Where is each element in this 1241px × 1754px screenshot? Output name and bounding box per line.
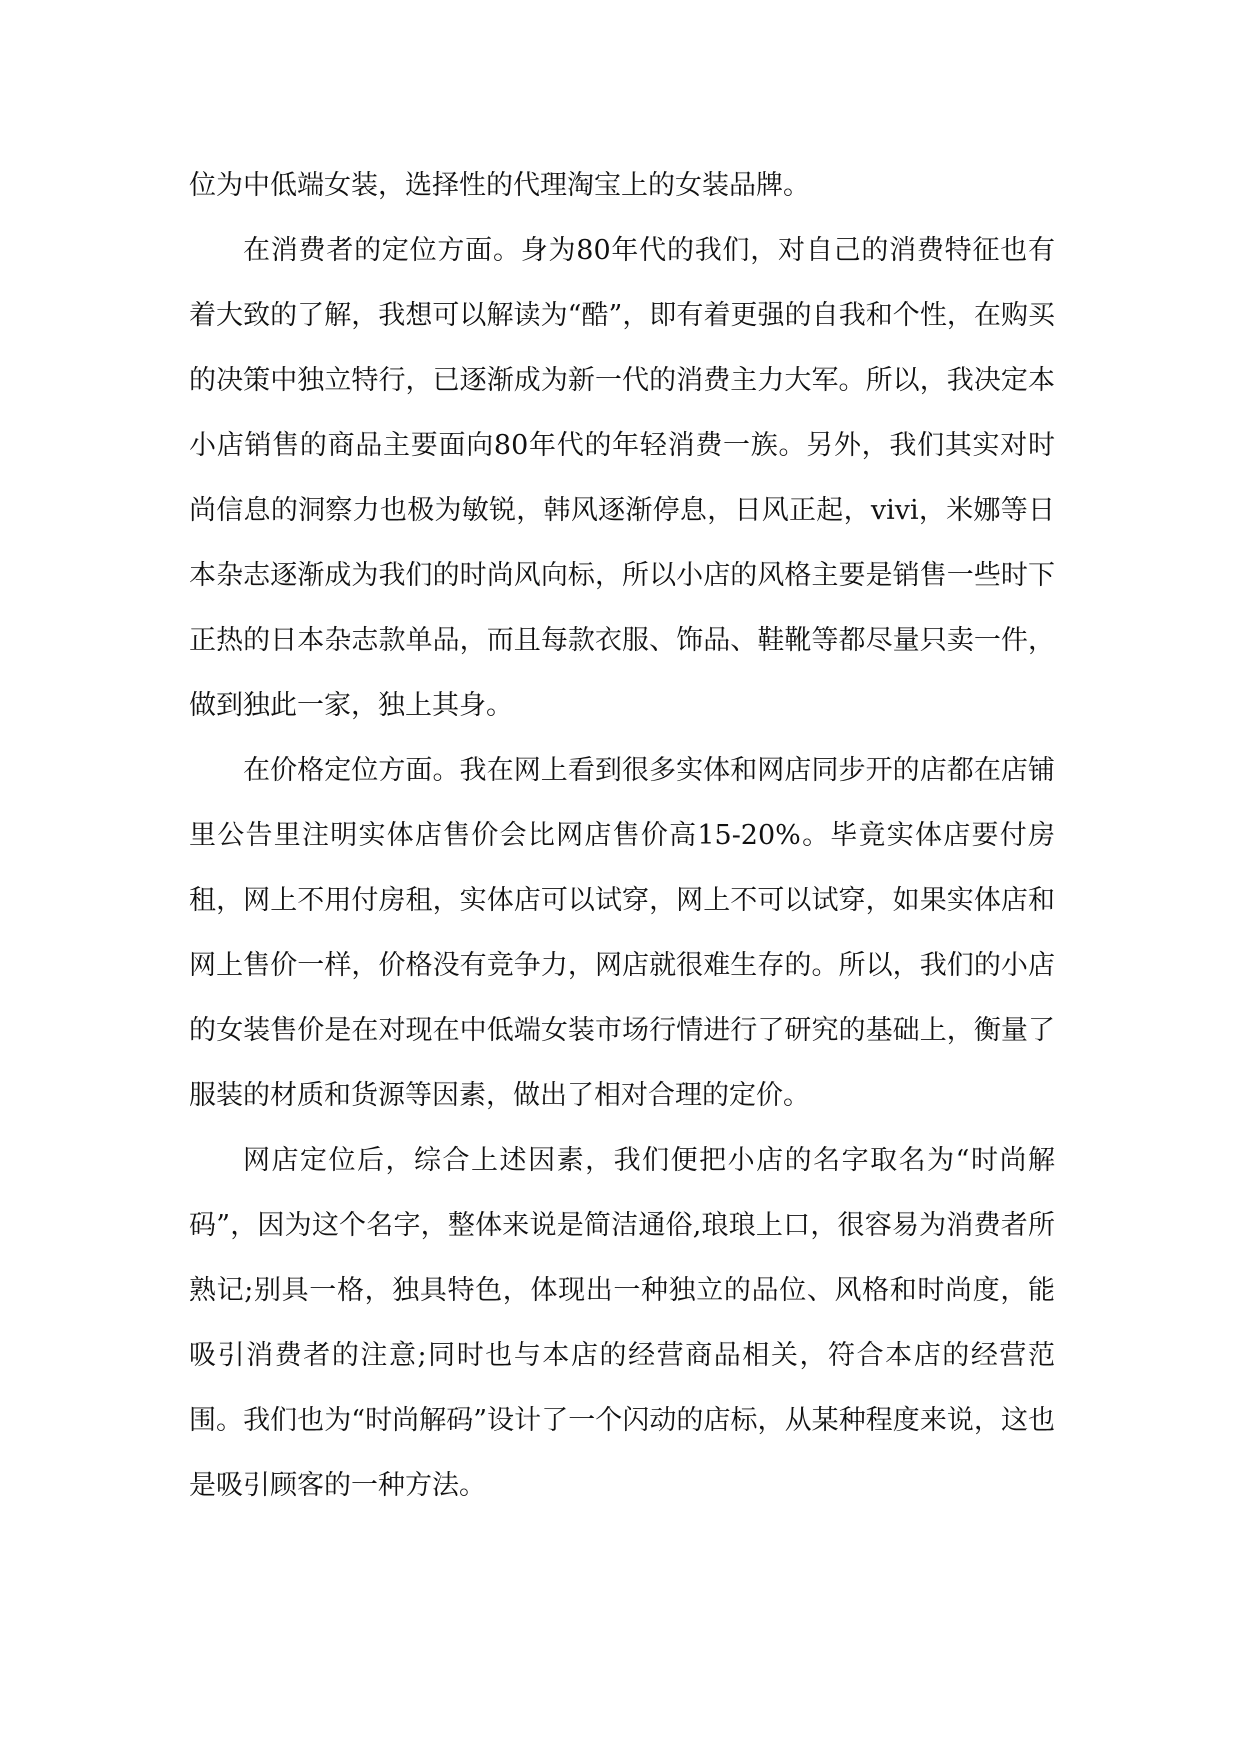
document-body: [189, 153, 1055, 1518]
paragraph-consumer-positioning: 在消费者的定位方面。身为80年代的我们，对自己的消费特征也有着大致的了解，我想可以解读为“酷”，即有着更强的自我和个性，在购买的决策中独立特行，已逐渐成为新一代的消费主力大军。所以，我决定本小店销售的商品主要面向80年代的年轻消费一族。另外，我们其实对时尚信息的洞察力也极为敏锐，韩风逐渐停息，日风正起，vivi，米娜等日本杂志逐渐成为我们的时尚风向标，所以小店的风格主要是销售一些时下正热的日本杂志款单品，而且每款衣服、饰品、鞋靴等都尽量只卖一件，做到独此一家，独上其身。: [189, 235, 1055, 721]
paragraph-price-positioning: 在价格定位方面。我在网上看到很多实体和网店同步开的店都在店铺里公告里注明实体店售价会比网店售价高15-20%。毕竟实体店要付房租，网上不用付房租，实体店可以试穿，网上不可以试穿，如果实体店和网上售价一样，价格没有竞争力，网店就很难生存的。所以，我们的小店的女装售价是在对现在中低端女装市场行情进行了研究的基础上，衡量了服装的材质和货源等因素，做出了相对合理的定价。: [189, 755, 1055, 1111]
paragraph-shop-naming: 网店定位后，综合上述因素，我们便把小店的名字取名为“时尚解码”，因为这个名字，整体来说是简洁通俗,琅琅上口，很容易为消费者所熟记;别具一格，独具特色，体现出一种独立的品位、风格和时尚度，能吸引消费者的注意;同时也与本店的经营商品相关，符合本店的经营范围。我们也为“时尚解码”设计了一个闪动的店标，从某种程度来说，这也是吸引顾客的一种方法。: [189, 1145, 1055, 1501]
paragraph-continuation: 位为中低端女装，选择性的代理淘宝上的女装品牌。: [189, 170, 810, 201]
